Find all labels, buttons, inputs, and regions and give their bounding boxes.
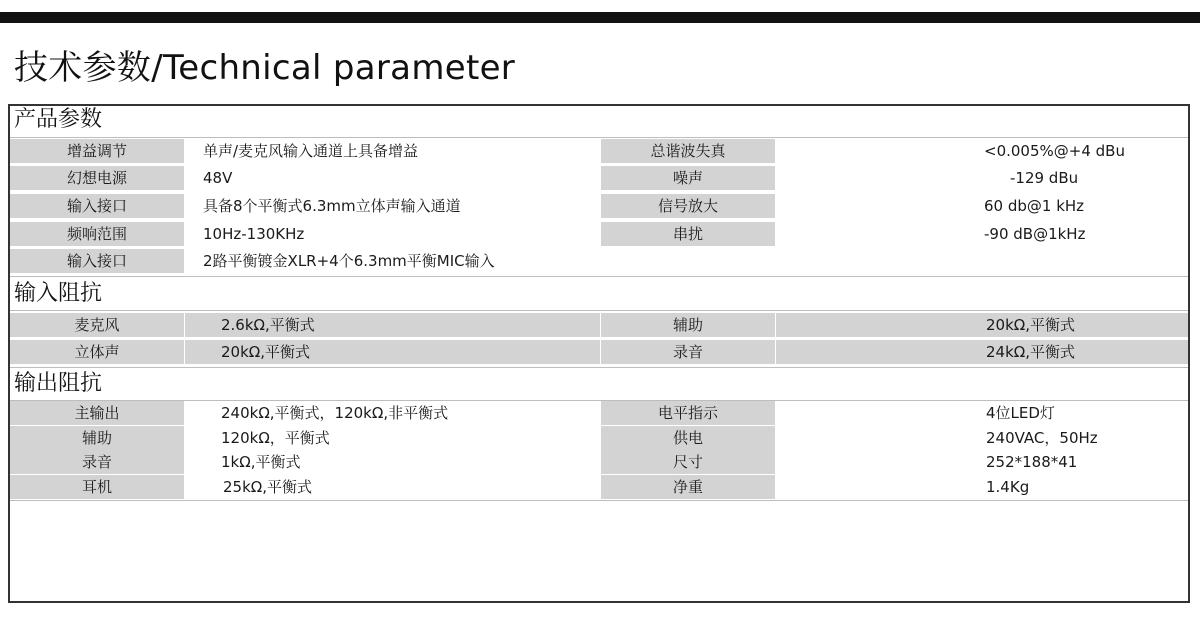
divider (10, 276, 1188, 277)
param-label: 辅助 (10, 426, 184, 450)
top-rule (0, 12, 1200, 23)
param-label: 电平指示 (601, 401, 775, 425)
table-row (10, 450, 1188, 474)
param-value: 1.4Kg (986, 478, 1030, 496)
table-row (10, 426, 1188, 450)
table-row (10, 401, 1188, 425)
divider (10, 310, 1188, 311)
param-label: 频响范围 (10, 222, 184, 246)
param-value: 60 db@1 kHz (984, 197, 1085, 215)
param-value: 20kΩ,平衡式 (776, 313, 1188, 337)
param-value: 240kΩ,平衡式，120kΩ,非平衡式 (221, 404, 449, 422)
param-value: 1kΩ,平衡式 (221, 453, 301, 471)
table-row (10, 249, 1188, 273)
divider (10, 367, 1188, 368)
param-value: 10Hz-130KHz (203, 225, 305, 243)
param-label: 串扰 (601, 222, 775, 246)
param-value: 240VAC，50Hz (986, 429, 1098, 447)
table-row (10, 166, 1188, 190)
param-label: 耳机 (10, 475, 184, 499)
table-row (10, 222, 1188, 246)
section-heading-product: 产品参数 (14, 107, 103, 132)
param-label: 增益调节 (10, 139, 184, 163)
param-label: 输入接口 (10, 249, 184, 273)
param-label: 输入接口 (10, 194, 184, 218)
param-label: 供电 (601, 426, 775, 450)
page-title: 技术参数/Technical parameter (14, 48, 516, 88)
table-row (10, 313, 1188, 337)
param-value: 25kΩ,平衡式 (223, 478, 313, 496)
param-value: -90 dB@1kHz (984, 225, 1086, 243)
divider (10, 500, 1188, 501)
section-heading-input-impedance: 输入阻抗 (14, 281, 103, 306)
table-row (10, 475, 1188, 499)
param-label: 辅助 (601, 313, 775, 337)
param-value: <0.005%@+4 dBu (984, 142, 1125, 160)
table-row (10, 340, 1188, 364)
param-label: 立体声 (10, 340, 184, 364)
param-label: 尺寸 (601, 450, 775, 474)
param-value: 24kΩ,平衡式 (776, 340, 1188, 364)
param-label: 噪声 (601, 166, 775, 190)
table-row (10, 139, 1188, 163)
param-value: 120kΩ，平衡式 (221, 429, 330, 447)
param-value: -129 dBu (1010, 169, 1079, 187)
param-label: 主输出 (10, 401, 184, 425)
param-value: 2路平衡镀金XLR+4个6.3mm平衡MIC输入 (203, 252, 495, 270)
param-label: 信号放大 (601, 194, 775, 218)
param-value: 单声/麦克风输入通道上具备增益 (203, 142, 419, 160)
param-value: 48V (203, 169, 233, 187)
param-label: 麦克风 (10, 313, 184, 337)
divider (10, 137, 1188, 138)
param-value: 4位LED灯 (986, 404, 1055, 422)
param-value: 252*188*41 (986, 453, 1078, 471)
param-value: 20kΩ,平衡式 (185, 340, 600, 364)
param-value: 2.6kΩ,平衡式 (185, 313, 600, 337)
param-label: 净重 (601, 475, 775, 499)
param-value: 具备8个平衡式6.3mm立体声输入通道 (203, 197, 461, 215)
section-heading-output-impedance: 输出阻抗 (14, 371, 103, 396)
param-label: 录音 (601, 340, 775, 364)
param-label: 录音 (10, 450, 184, 474)
table-row (10, 194, 1188, 218)
param-label: 幻想电源 (10, 166, 184, 190)
param-label: 总谐波失真 (601, 139, 775, 163)
